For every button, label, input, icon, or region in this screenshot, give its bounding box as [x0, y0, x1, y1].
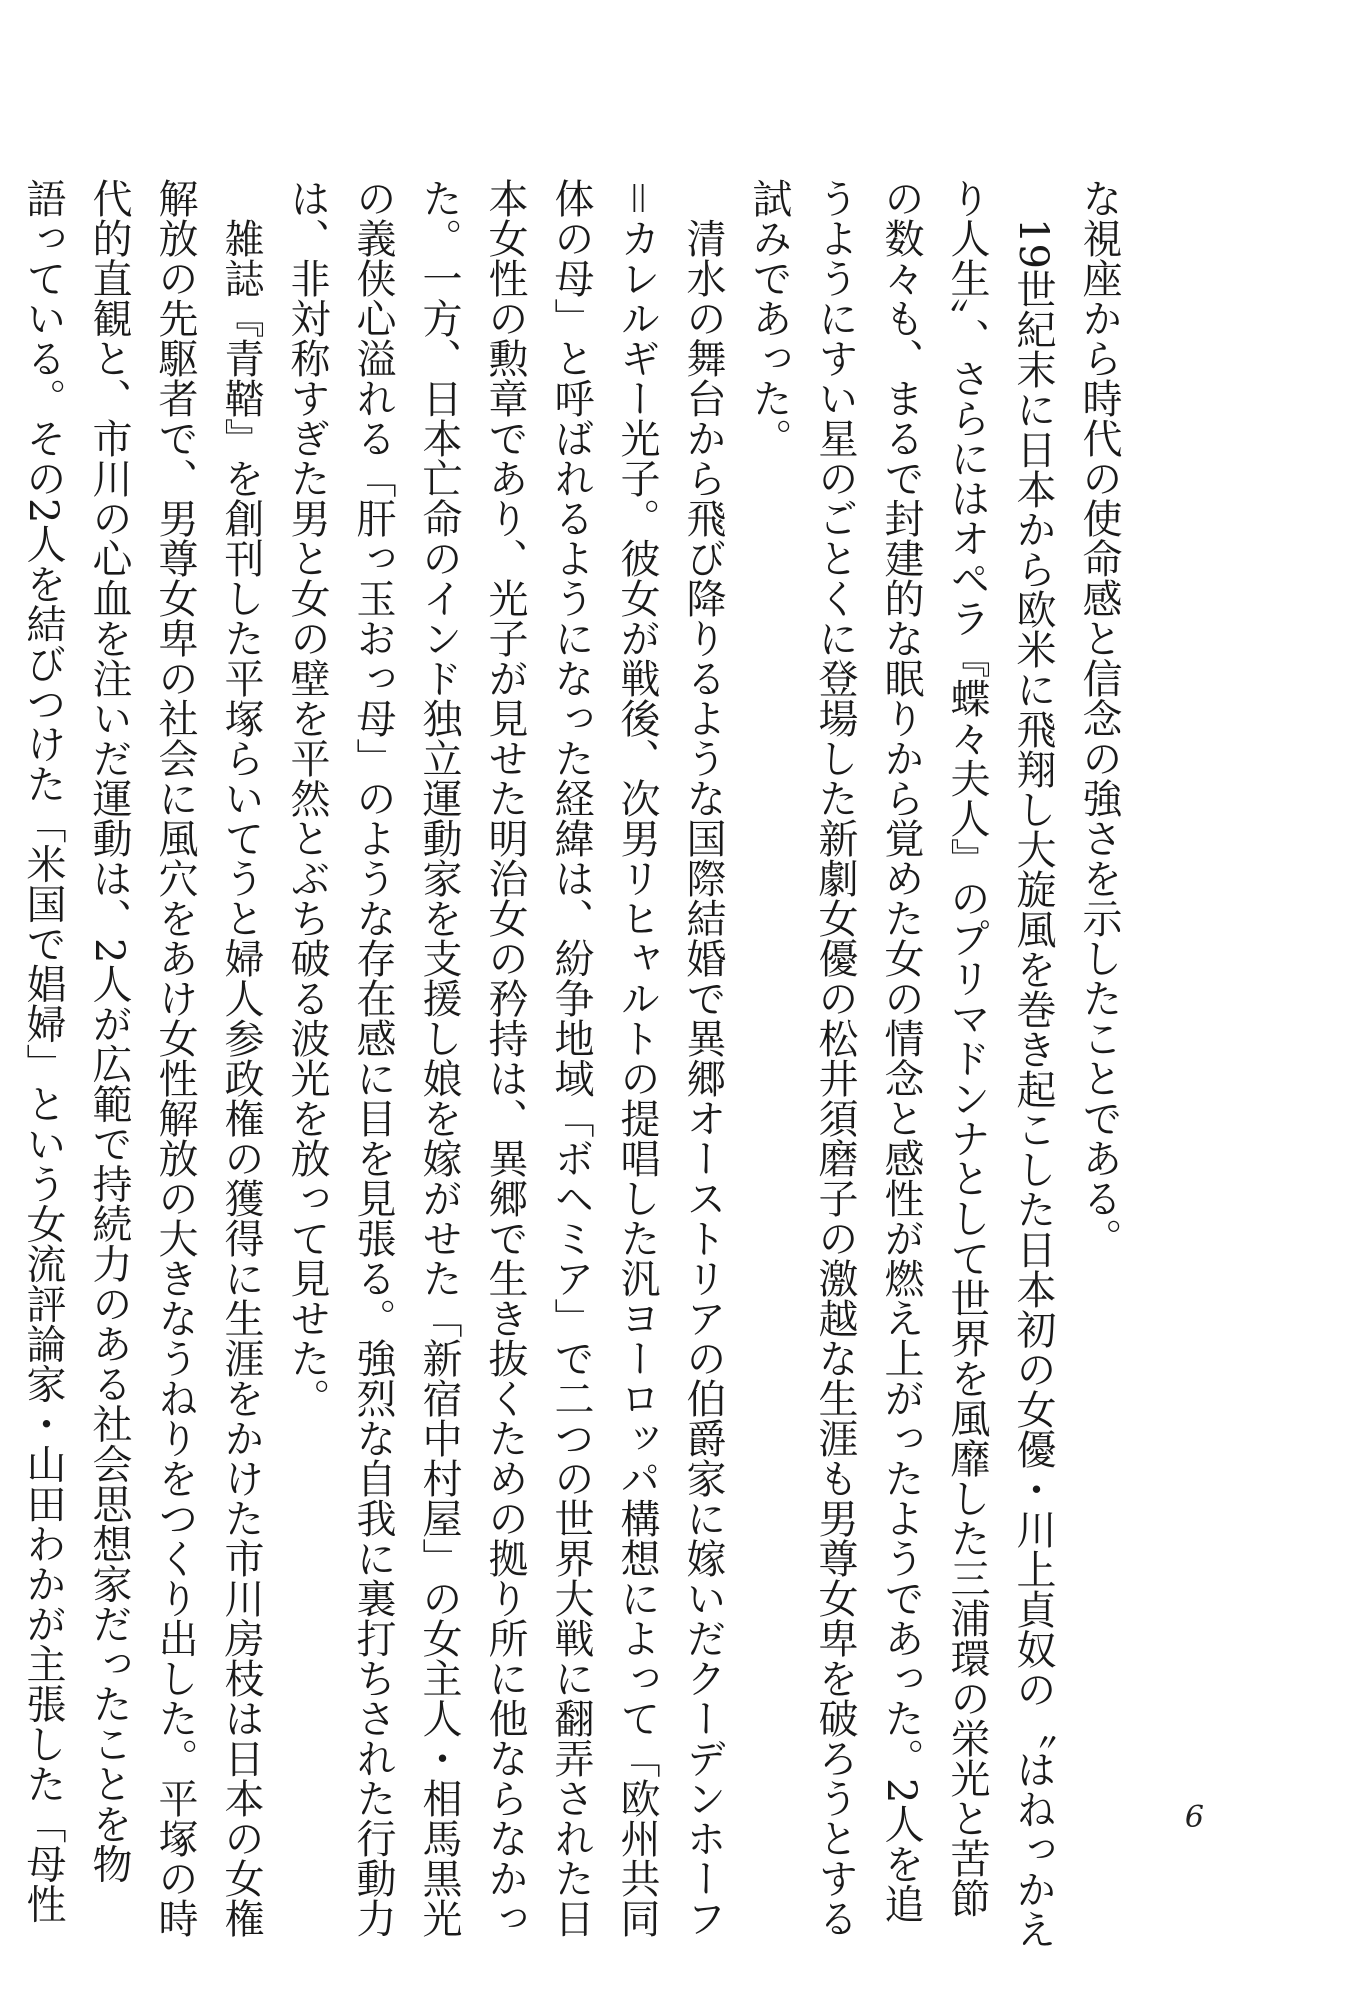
text-line: の数々も、まるで封建的な眠りから覚めた女の情念と感性が燃え上がったようであった。2人を追: [878, 178, 924, 1924]
text-line: 清水の舞台から飛び降りるような国際結婚で異郷オーストリアの伯爵家に嫁いだクーデンホーフ: [680, 178, 726, 1938]
text-line: の義侠心溢れる「肝っ玉おっ母」のような存在感に目を見張る。強烈な自我に裏打ちされた行動力: [350, 178, 396, 1938]
text-line: は、非対称すぎた男と女の壁を平然とぶち破る波光を放って見せた。: [284, 178, 330, 1418]
text-line: 語っている。その2人を結びつけた「米国で娼婦」という女流評論家・山田わかが主張した「母性: [20, 178, 66, 1924]
text-line: 雑誌『青鞜』を創刊した平塚らいてうと婦人参政権の獲得に生涯をかけた市川房枝は日本の女権: [218, 178, 264, 1938]
text-line: うようにすい星のごとくに登場した新劇女優の松井須磨子の激越な生涯も男尊女卑を破ろうとする: [812, 178, 858, 1938]
text-line: 試みであった。: [746, 178, 792, 458]
text-line: 体の母」と呼ばれるようになった経緯は、紛争地域「ボヘミア」で二つの世界大戦に翻弄された日: [548, 178, 594, 1938]
text-line: り人生〟、さらにはオペラ『蝶々夫人』のプリマドンナとして世界を風靡した三浦環の栄光と苦節: [944, 178, 990, 1918]
text-line: な視座から時代の使命感と信念の強さを示したことである。: [1076, 178, 1122, 1258]
text-line: 本女性の勲章であり、光子が見せた明治女の矜持は、異郷で生き抜くための拠り所に他ならなかっ: [482, 178, 528, 1938]
text-line: 代的直観と、市川の心血を注いだ運動は、2人が広範で持続力のある社会思想家だったことを物: [86, 178, 132, 1884]
text-line: ＝カレルギー光子。彼女が戦後、次男リヒャルトの提唱した汎ヨーロッパ構想によって「欧州共同: [614, 178, 660, 1938]
text-line: 19世紀末に日本から欧米に飛翔し大旋風を巻き起こした日本初の女優・川上貞奴の〝はねっかえ: [1010, 178, 1056, 1949]
page-number: 6: [1184, 1800, 1204, 1835]
text-line: 解放の先駆者で、男尊女卑の社会に風穴をあけ女性解放の大きなうねりをつくり出した。平塚の時: [152, 178, 198, 1938]
text-line: た。一方、日本亡命のインド独立運動家を支援し娘を嫁がせた「新宿中村屋」の女主人・相馬黒光: [416, 178, 462, 1938]
body-text: [10, 178, 1132, 1949]
